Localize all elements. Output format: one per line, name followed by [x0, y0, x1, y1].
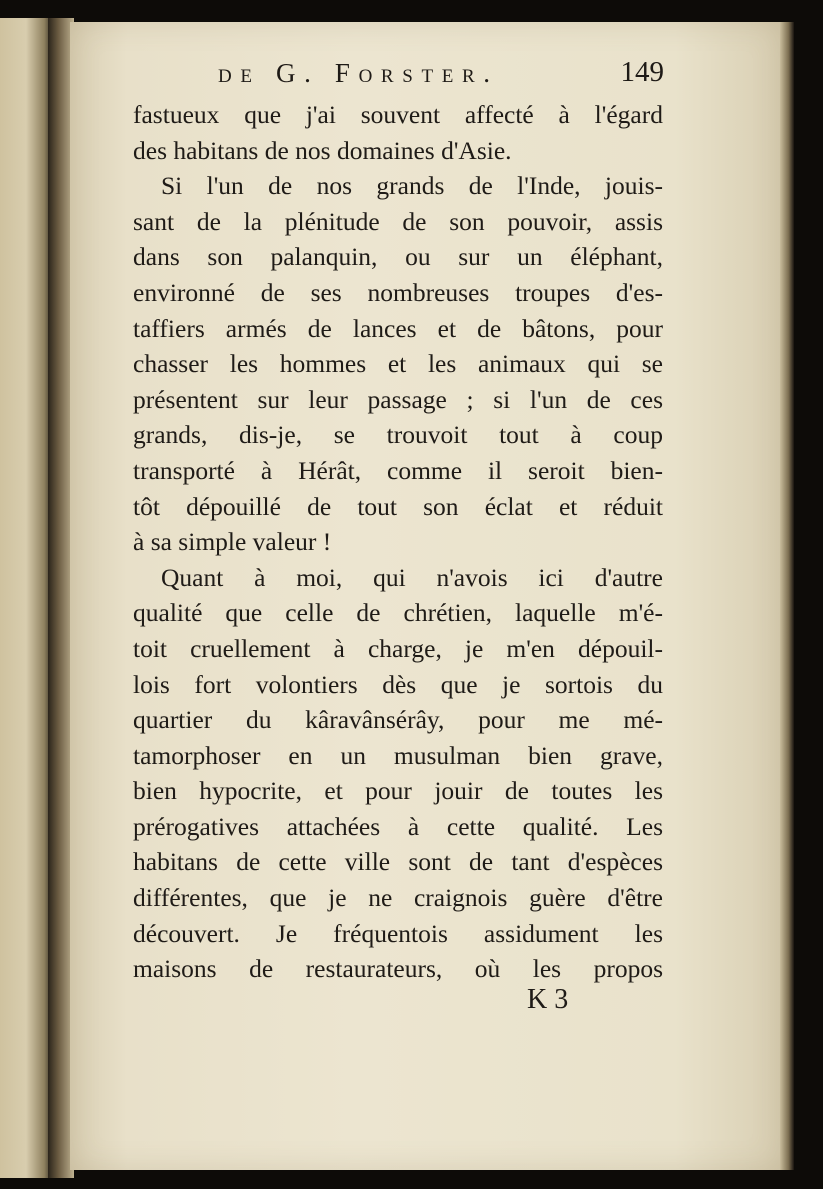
text-line: prérogatives attachées à cette qualité. Les [133, 811, 663, 841]
text-line: maisons de restaurateurs, où les propos [133, 954, 663, 984]
text-line: transporté à Hérât, comme il seroit bien- [133, 455, 663, 485]
text-line: grands, dis-je, se trouvoit tout à coup [133, 420, 663, 450]
text-line: lois fort volontiers dès que je sortois du [133, 669, 663, 699]
text-line: découvert. Je fréquentois assidument les [133, 918, 663, 948]
text-line: bien hypocrite, et pour jouir de toutes les [133, 776, 663, 806]
running-head: de G. Forster. [218, 58, 499, 88]
text-line: fastueux que j'ai souvent affecté à l'égard [133, 100, 663, 129]
text-line: différentes, que je ne craignois guère d'être [133, 883, 663, 913]
text-line: sant de la plénitude de son pouvoir, assis [133, 206, 663, 236]
text-line: tamorphoser en un musulman bien grave, [133, 740, 663, 770]
text-line: environné de ses nombreuses troupes d'es- [133, 277, 663, 307]
page-number: 149 [620, 56, 664, 88]
text-line: à sa simple valeur ! [133, 527, 332, 557]
page-header [218, 54, 664, 94]
text-line: qualité que celle de chrétien, laquelle m'é- [133, 598, 663, 628]
text-line: taffiers armés de lances et de bâtons, pour [133, 313, 663, 343]
text-line: des habitans de nos domaines d'Asie. [133, 135, 512, 165]
text-line: toit cruellement à charge, je m'en dépouil- [133, 633, 663, 663]
text-line: habitans de cette ville sont de tant d'espèces [133, 847, 663, 877]
text-line: tôt dépouillé de tout son éclat et réduit [133, 491, 663, 521]
text-line: Si l'un de nos grands de l'Inde, jouis- [161, 171, 663, 201]
text-line: quartier du kâravânsérây, pour me mé- [133, 705, 663, 735]
body-text [133, 97, 663, 987]
facing-page-edge [0, 18, 52, 1178]
page-fore-edge [780, 22, 794, 1170]
text-line: dans son palanquin, ou sur un éléphant, [133, 242, 663, 272]
text-line: chasser les hommes et les animaux qui se [133, 349, 663, 379]
text-line: Quant à moi, qui n'avois ici d'autre [161, 562, 663, 592]
signature-mark: K 3 [527, 984, 569, 1015]
text-line: présentent sur leur passage ; si l'un de ces [133, 384, 663, 414]
